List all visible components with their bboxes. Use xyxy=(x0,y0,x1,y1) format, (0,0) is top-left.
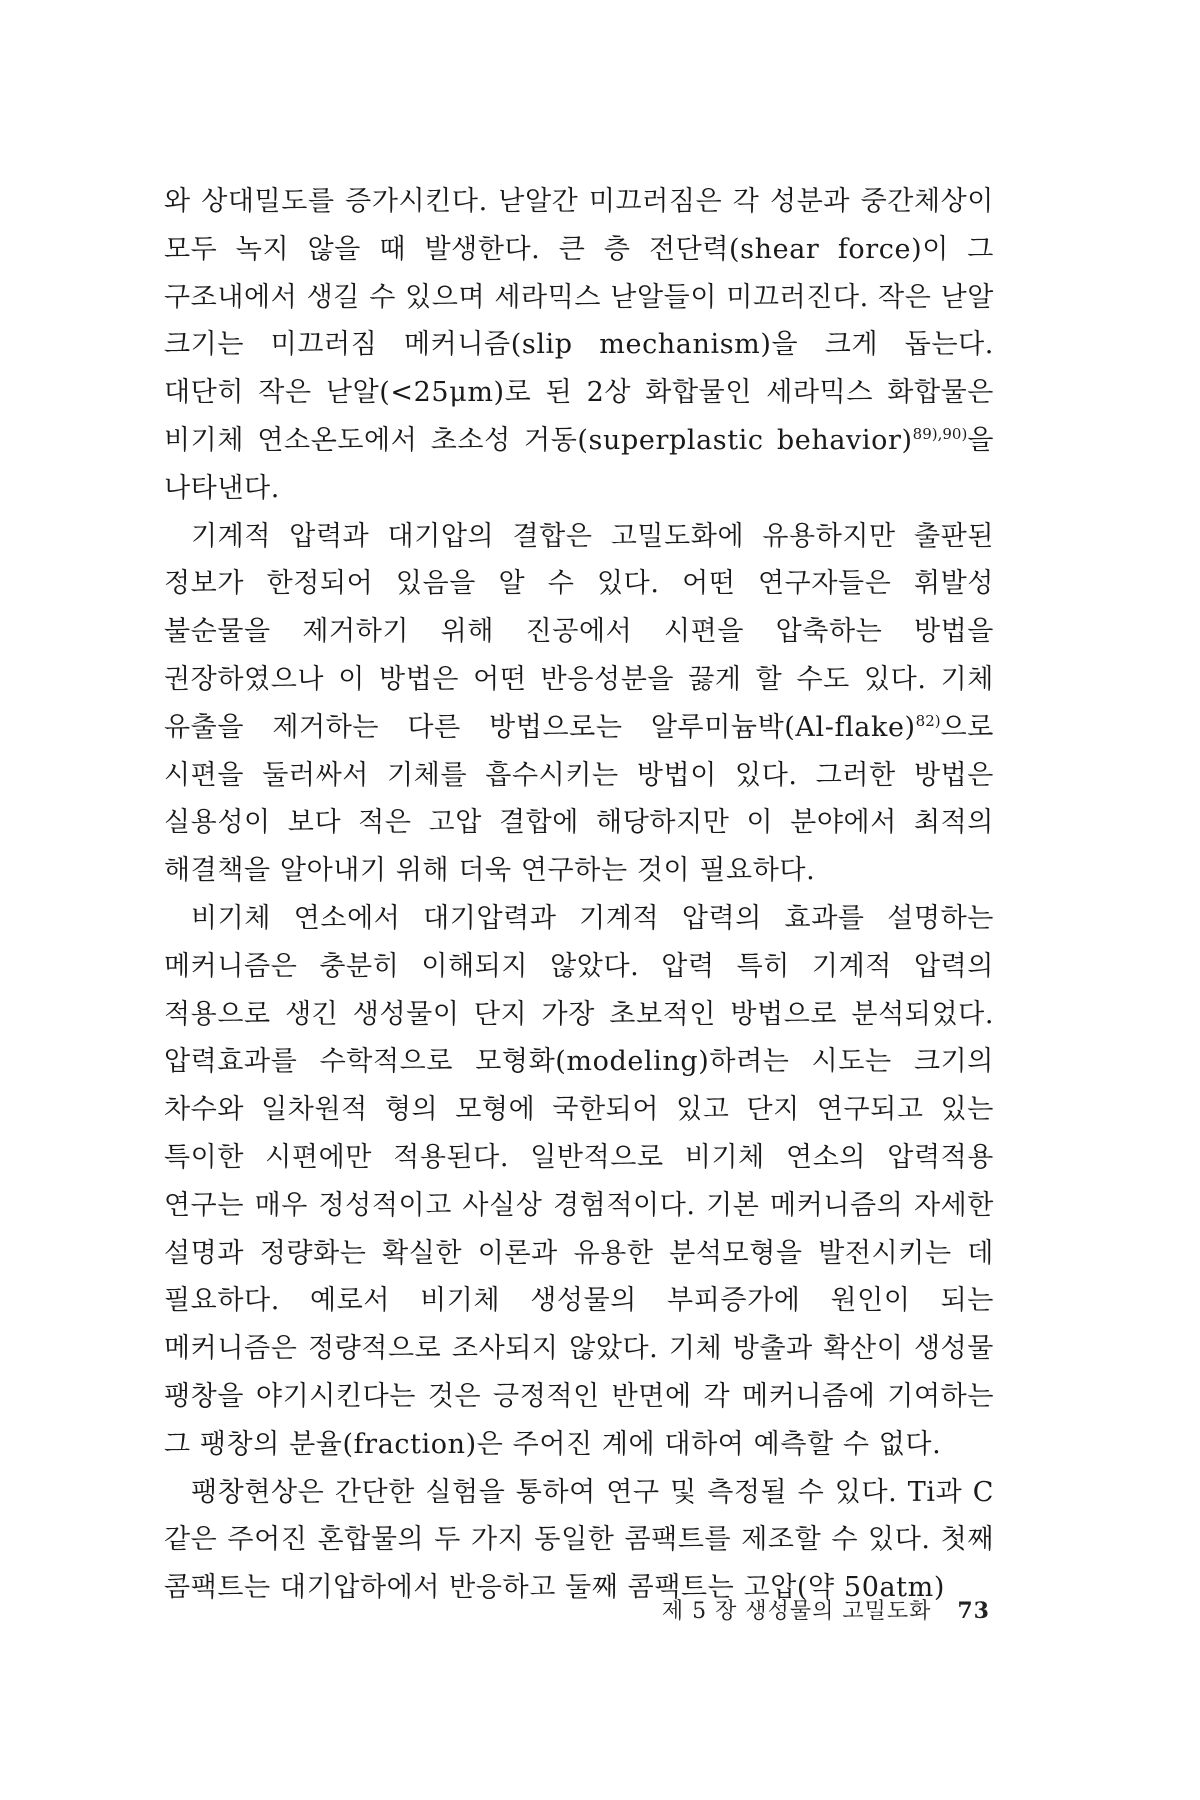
text-run: 팽창현상은 간단한 실험을 통하여 연구 및 측정될 수 있다. Ti과 C 같은 주어진 혼합물의 두 가지 동일한 콤팩트를 제조할 수 있다. 첫째 콤팩트는 대기압하에서 반응하고 둘째 콤팩트는 고압(약 50atm) xyxy=(164,1476,994,1604)
page-number: 73 xyxy=(957,1598,990,1624)
text-run: 기계적 압력과 대기압의 결합은 고밀도화에 유용하지만 출판된 정보가 한정되어 있음을 알 수 있다. 어떤 연구자들은 휘발성 불순물을 제거하기 위해 진공에서 시편을 압축하는 방법을 권장하였으나 이 방법은 어떤 반응성분을 끓게 할 수도 있다. 기체 유출을 제거하는 다른 방법으로는 알루미늄박(Al-flake) xyxy=(164,520,994,743)
page-footer xyxy=(0,1594,990,1625)
paragraph-2 xyxy=(164,513,994,895)
page-body xyxy=(164,178,994,1612)
text-run: 비기체 연소에서 대기압력과 기계적 압력의 효과를 설명하는 메커니즘은 충분히 이해되지 않았다. 압력 특히 기계적 압력의 적용으로 생긴 생성물이 단지 가장 초보적인 방법으로 분석되었다. 압력효과를 수학적으로 모형화(modeling)하려는 시도는 크기의 차수와 일차원적 형의 모형에 국한되어 있고 단지 연구되고 있는 특이한 시편에만 적용된다. 일반적으로 비기체 연소의 압력적용 연구는 매우 정성적이고 사실상 경험적이다. 기본 메커니즘의 자세한 설명과 정량화는 확실한 이론과 유용한 분석모형을 발전시키는 데 필요하다. 예로서 비기체 생성물의 부피증가에 원인이 되는 메커니즘은 정량적으로 조사되지 않았다. 기체 방출과 확산이 생성물 팽창을 야기시킨다는 것은 긍정적인 반면에 각 메커니즘에 기여하는 그 팽창의 분율(fraction)은 주어진 계에 대하여 예측할 수 없다. xyxy=(164,902,994,1460)
paragraph-1 xyxy=(164,178,994,513)
reference-mark: 82) xyxy=(915,711,941,730)
paragraph-3 xyxy=(164,895,994,1469)
text-run: 으로 시편을 둘러싸서 기체를 흡수시키는 방법이 있다. 그러한 방법은 실용성이 보다 적은 고압 결합에 해당하지만 이 분야에서 최적의 해결책을 알아내기 위해 더욱 연구하는 것이 필요하다. xyxy=(164,711,994,887)
paragraph-4 xyxy=(164,1469,994,1612)
footer-chapter: 제 5 장 xyxy=(661,1599,738,1624)
text-run: 을 나타낸다. xyxy=(164,424,994,504)
footer-title: 생성물의 고밀도화 xyxy=(745,1599,932,1624)
reference-mark: 89),90) xyxy=(912,424,968,443)
text-run: 와 상대밀도를 증가시킨다. 낟알간 미끄러짐은 각 성분과 중간체상이 모두 녹지 않을 때 발생한다. 큰 층 전단력(shear force)이 그 구조내에서 생길 수 있으며 세라믹스 낟알들이 미끄러진다. 작은 낟알 크기는 미끄러짐 메커니즘(slip mechanism)을 크게 돕는다. 대단히 작은 낟알(<25μm)로 된 2상 화합물인 세라믹스 화합물은 비기체 연소온도에서 초소성 거동(superplastic behavior) xyxy=(164,186,994,456)
